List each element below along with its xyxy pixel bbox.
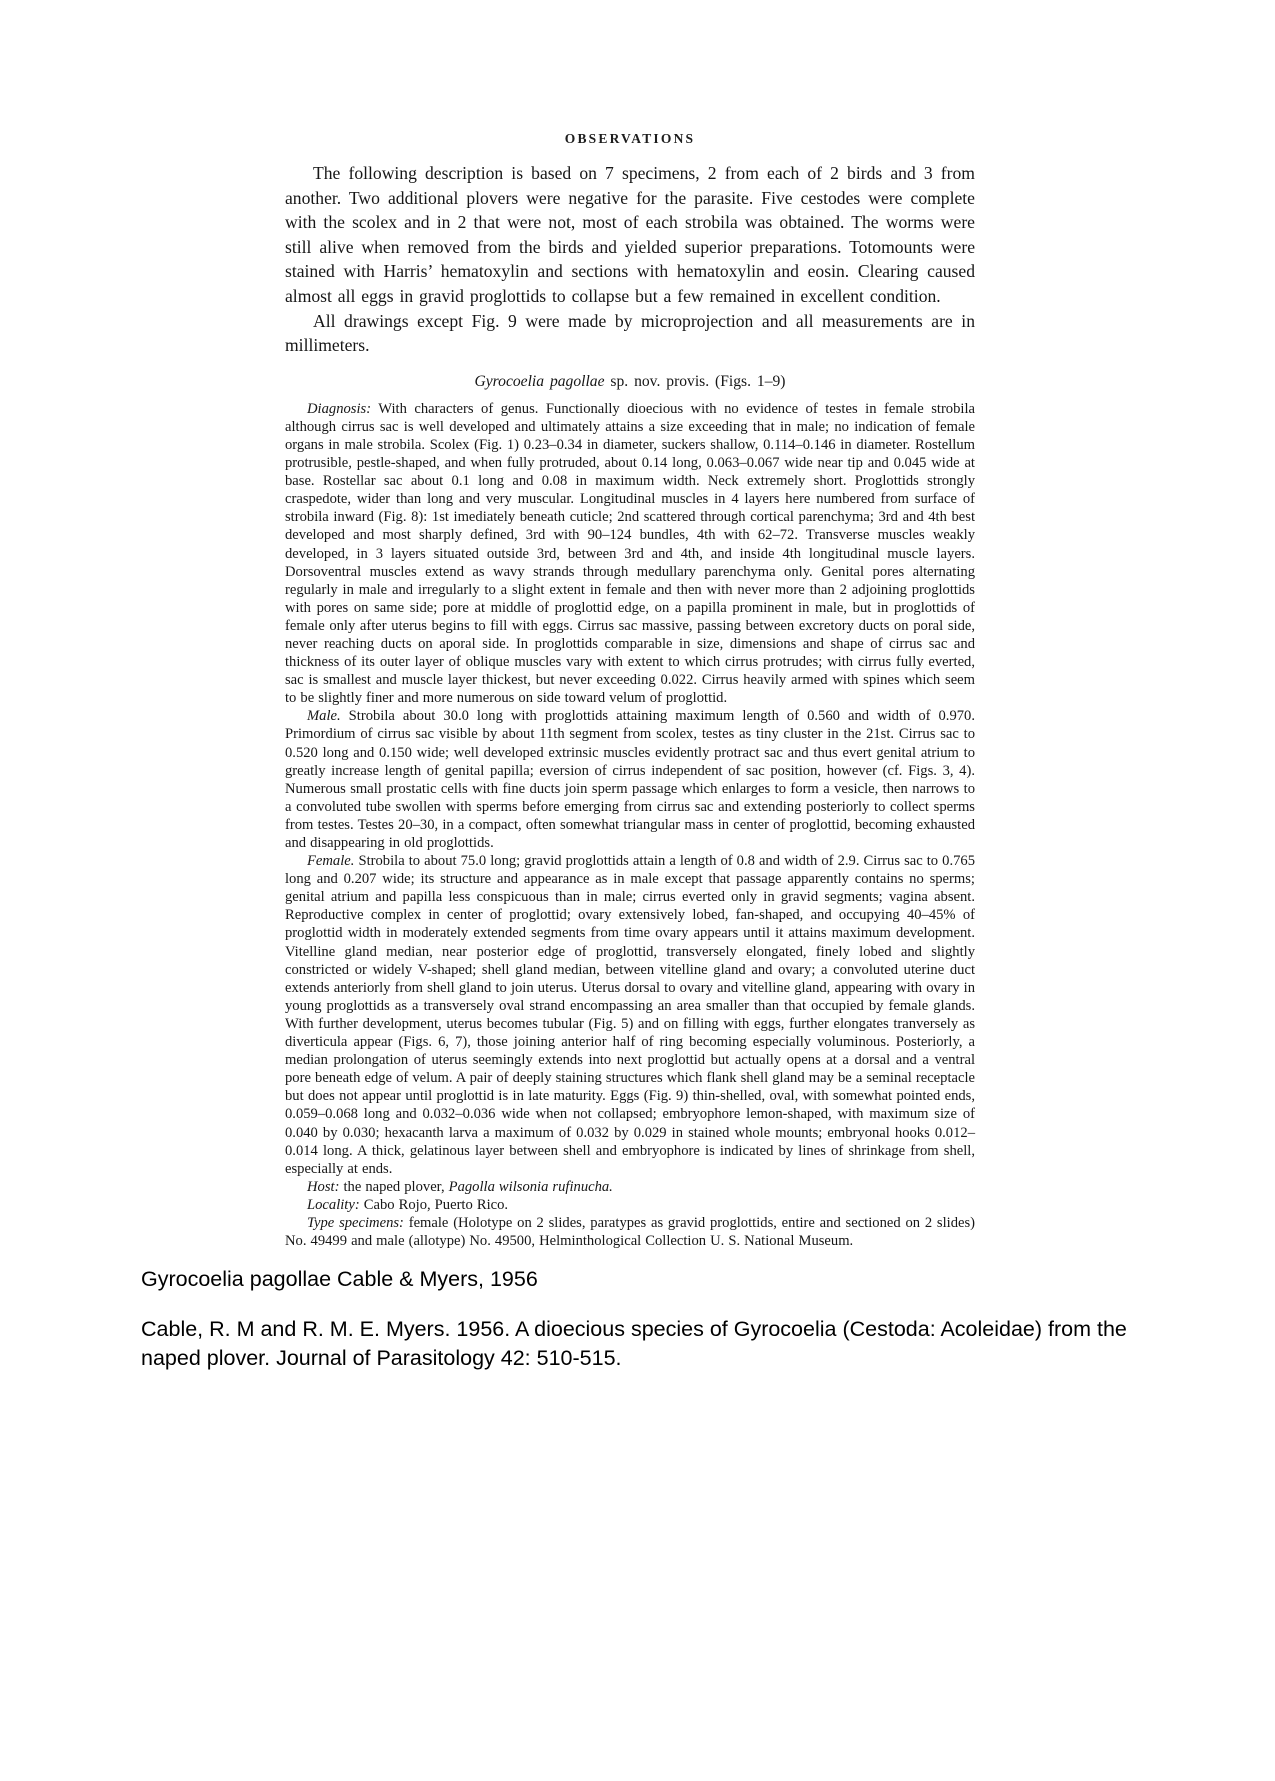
female-label: Female. [307,853,355,870]
locality-label: Locality: [307,1196,360,1213]
type-specimens-paragraph [285,1214,975,1250]
diagnosis-label: Diagnosis: [307,400,372,417]
locality-text: Cabo Rojo, Puerto Rico. [359,1196,509,1213]
host-label: Host: [307,1178,340,1195]
diagnosis-paragraph [285,400,975,708]
species-heading [285,373,975,391]
locality-line [285,1196,975,1214]
scanned-article [285,131,975,1250]
reference-line-1: Cable, R. M and R. M. E. Myers. 1956. A dioecious species of Gyrocoelia (Cestoda: Acoleidae) from the [141,1317,1127,1342]
reference-line-2: naped plover. Journal of Parasitology 42: 510-515. [141,1346,622,1371]
diagnosis-text: With characters of genus. Functionally dioecious with no evidence of testes in female strobila although cirrus sac is well developed and ultimately attains a size exceeding that in male; no indication of female organs in male strobila. Scolex (Fig. 1) 0.23–0.34 in diameter, suckers shallow, 0.114–0.146 in diameter. Rostellum protrusible, pestle-shaped, and when fully protruded, about 0.14 long, 0.063–0.067 wide near tip and 0.045 wide at base. Rostellar sac about 0.1 long and 0.08 in maximum width. Neck extremely short. Proglottids strongly craspedote, wider than long and very muscular. Longitudinal muscles in 4 layers here numbered from surface of strobila inward (Fig. 8): 1st imediately beneath cuticle; 2nd scattered through cortical parenchyma; 3rd and 4th best developed and most sharply defined, 3rd with 90–124 bundles, 4th with 62–72. Transverse muscles weakly developed, in 3 layers situated outside 3rd, between 3rd and 4th, and inside 4th longitudinal muscle layers. Dorsoventral muscles extend as wavy strands through medullary parenchyma only. Genital pores alternating regularly in male and irregularly to a slight extent in female and then with never more than 2 adjoining proglottids with pores on same side; pore at middle of proglottid edge, on a papilla prominent in male, but in proglottids of female only after uterus begins to fill with eggs. Cirrus sac massive, passing between excretory ducts on poral side, never reaching ducts on aporal side. In proglottids comparable in size, dimensions and shape of cirrus sac and thickness of its outer layer of oblique muscles vary with extent to which cirrus protrudes; with cirrus fully everted, sac is smallest and muscle layer thickest, but never exceeding 0.022. Cirrus heavily armed with spines which seem to be slightly finer and more numerous on side toward velum of proglottid. [285,400,975,707]
male-text: Strobila about 30.0 long with proglottids attaining maximum length of 0.560 and width of 0.970. Primordium of cirrus sac visible by about 11th segment from scolex, testes as tiny cluster in the 21st. Cirrus sac to 0.520 long and 0.150 wide; well developed extrinsic muscles evidently protract sac and thus evert genital atrium to greatly increase length of genital papilla; eversion of cirrus independent of sac position, however (cf. Figs. 3, 4). Numerous small prostatic cells with fine ducts join sperm passage which enlarges to form a vesicle, then narrows to a convoluted tube swollen with sperms before emerging from cirrus sac and extending posteriorly to collect sperms from testes. Testes 20–30, in a compact, often somewhat triangular mass in center of proglottid, becoming exhausted and disappearing in old proglottids. [285,708,975,851]
type-specimens-label: Type specimens: [307,1214,404,1231]
intro-paragraph-1: The following description is based on 7 specimens, 2 from each of 2 birds and 3 from another. Two additional plovers were negative for the parasite. Five cestodes were complete with the scolex and in 2 that were not, most of each strobila was obtained. The worms were still alive when removed from the birds and yielded superior preparations. Totomounts were stained with Harris’ hematoxylin and sections with hematoxylin and eosin. Clearing caused almost all eggs in gravid proglottids to collapse but a few remained in excellent condition. [285,163,975,306]
host-line [285,1178,975,1196]
male-label: Male. [307,708,341,725]
observations-heading: OBSERVATIONS [564,131,696,146]
host-species-name: Pagolla wilsonia rufinucha. [448,1178,613,1195]
male-paragraph [285,707,975,852]
type-specimens-text: female (Holotype on 2 slides, paratypes as gravid proglottids, entire and sectioned on 2 slides) No. 49499 and male (allotype) No. 49500, Helminthological Collection U. S. National Museum. [285,1214,976,1250]
intro-paragraph-2: All drawings except Fig. 9 were made by microprojection and all measurements are in millimeters. [285,310,975,356]
species-name: Gyrocoelia pagollae [474,372,605,390]
female-text: Strobila to about 75.0 long; gravid proglottids attain a length of 0.8 and width of 2.9. Cirrus sac to 0.765 long and 0.207 wide; its structure and appearance as in male except that passage apparently contains no sperms; genital atrium and papilla less conspicuous than in male; cirrus everted only in gravid segments; vagina absent. Reproductive complex in center of proglottid; ovary extensively lobed, fan-shaped, and occupying 40–45% of proglottid width in moderately extended segments from time ovary appears until it attains maximum development. Vitelline gland median, near posterior edge of proglottid, transversely elongated, finely lobed and slightly constricted or widely V-shaped; shell gland median, between vitelline gland and ovary; a convoluted uterine duct extends anteriorly from shell gland to join uterus. Uterus dorsal to ovary and vitelline gland, appearing with ovary in young proglottids as a transversely oval strand encompassing an area smaller than that occupied by female glands. With further development, uterus becomes tubular (Fig. 5) and on filling with eggs, further elongates tranversely as diverticula appear (Figs. 6, 7), those joining anterior half of ring becoming especially voluminous. Posteriorly, a median prolongation of uterus seemingly extends into next proglottid but actually opens at a dorsal and a ventral pore beneath edge of velum. A pair of deeply staining structures which flank shell gland may be a seminal receptacle but does not appear until proglottid is in late maturity. Eggs (Fig. 9) thin-shelled, oval, with somewhat pointed ends, 0.059–0.068 long and 0.032–0.036 wide when not collapsed; embryophore lemon-shaped, with maximum size of 0.040 by 0.030; hexacanth larva a maximum of 0.032 by 0.029 in stained whole mounts; embryonal hooks 0.012–0.014 long. A thick, gelatinous layer between shell and embryophore is indicated by lines of shrinkage from shell, especially at ends. [285,853,975,1177]
caption-block [141,1266,1275,1373]
species-heading-rest: sp. nov. provis. (Figs. 1–9) [604,372,786,390]
species-caption: Gyrocoelia pagollae Cable & Myers, 1956 [141,1267,538,1292]
reference-citation [141,1315,1275,1373]
female-paragraph [285,852,975,1178]
host-text: the naped plover, [339,1178,449,1195]
